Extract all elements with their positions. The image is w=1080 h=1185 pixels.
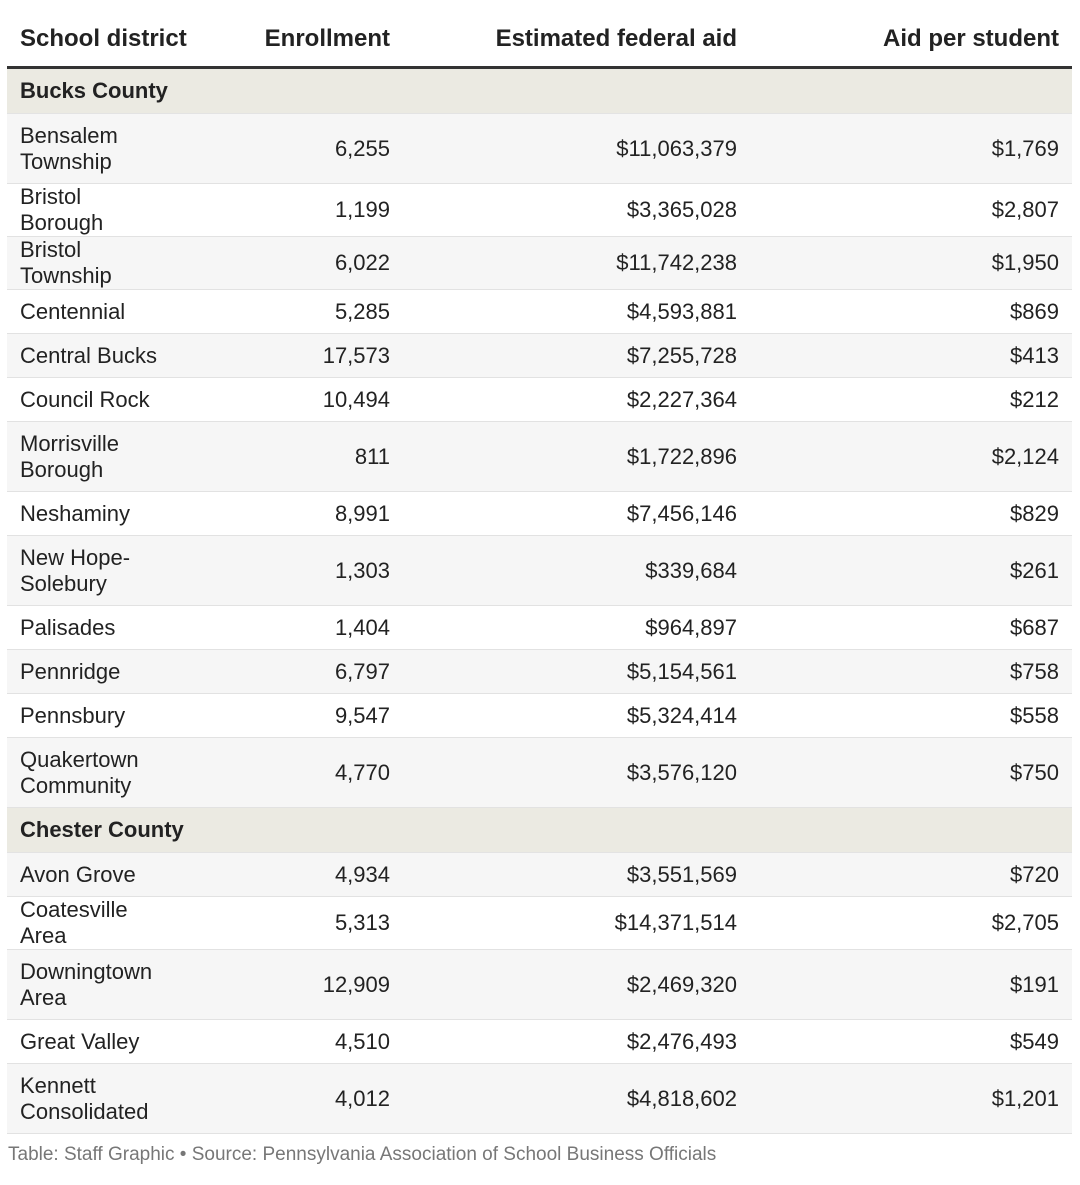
district-name-cell: Palisades <box>7 606 229 650</box>
federal-aid-cell: $7,255,728 <box>403 334 750 378</box>
federal-aid-cell: $4,818,602 <box>403 1064 750 1134</box>
aid-table-container <box>7 12 1072 1134</box>
table-row <box>7 1020 1072 1064</box>
aid-per-student-cell: $869 <box>750 290 1072 334</box>
district-name-cell: Central Bucks <box>7 334 229 378</box>
district-name-cell: Centennial <box>7 290 229 334</box>
aid-per-student-cell: $720 <box>750 853 1072 897</box>
table-row <box>7 536 1072 606</box>
county-group-row <box>7 808 1072 853</box>
table-row <box>7 422 1072 492</box>
federal-aid-table <box>7 12 1072 1134</box>
aid-per-student-cell: $687 <box>750 606 1072 650</box>
federal-aid-cell: $14,371,514 <box>403 897 750 950</box>
aid-per-student-cell: $2,705 <box>750 897 1072 950</box>
aid-per-student-cell: $1,769 <box>750 114 1072 184</box>
enrollment-cell: 6,022 <box>229 237 403 290</box>
district-name-cell: Downingtown Area <box>7 950 229 1020</box>
table-row <box>7 606 1072 650</box>
enrollment-cell: 811 <box>229 422 403 492</box>
federal-aid-cell: $2,469,320 <box>403 950 750 1020</box>
federal-aid-cell: $2,476,493 <box>403 1020 750 1064</box>
aid-per-student-cell: $1,950 <box>750 237 1072 290</box>
federal-aid-cell: $339,684 <box>403 536 750 606</box>
table-row <box>7 492 1072 536</box>
aid-per-student-cell: $191 <box>750 950 1072 1020</box>
table-row <box>7 897 1072 950</box>
aid-per-student-cell: $829 <box>750 492 1072 536</box>
enrollment-cell: 6,797 <box>229 650 403 694</box>
federal-aid-cell: $964,897 <box>403 606 750 650</box>
aid-per-student-cell: $261 <box>750 536 1072 606</box>
table-row <box>7 114 1072 184</box>
enrollment-cell: 1,199 <box>229 184 403 237</box>
table-row <box>7 378 1072 422</box>
enrollment-cell: 5,313 <box>229 897 403 950</box>
federal-aid-cell: $3,576,120 <box>403 738 750 808</box>
federal-aid-cell: $2,227,364 <box>403 378 750 422</box>
enrollment-cell: 4,770 <box>229 738 403 808</box>
federal-aid-cell: $5,324,414 <box>403 694 750 738</box>
district-name-cell: Quakertown Community <box>7 738 229 808</box>
table-header-row <box>7 12 1072 68</box>
district-name-cell: Bensalem Township <box>7 114 229 184</box>
table-row <box>7 184 1072 237</box>
table-row <box>7 334 1072 378</box>
federal-aid-cell: $11,063,379 <box>403 114 750 184</box>
county-group-label: Chester County <box>7 808 1072 853</box>
federal-aid-cell: $3,551,569 <box>403 853 750 897</box>
table-row <box>7 738 1072 808</box>
table-row <box>7 290 1072 334</box>
aid-per-student-cell: $413 <box>750 334 1072 378</box>
federal-aid-cell: $4,593,881 <box>403 290 750 334</box>
federal-aid-cell: $3,365,028 <box>403 184 750 237</box>
table-row <box>7 237 1072 290</box>
table-row <box>7 1064 1072 1134</box>
column-header-aid-per-student[interactable]: Aid per student <box>750 12 1072 68</box>
county-group-row <box>7 68 1072 114</box>
table-row <box>7 950 1072 1020</box>
table-body <box>7 68 1072 1134</box>
enrollment-cell: 6,255 <box>229 114 403 184</box>
enrollment-cell: 4,012 <box>229 1064 403 1134</box>
federal-aid-cell: $7,456,146 <box>403 492 750 536</box>
aid-per-student-cell: $2,807 <box>750 184 1072 237</box>
district-name-cell: Bristol Borough <box>7 184 229 237</box>
table-row <box>7 650 1072 694</box>
federal-aid-cell: $11,742,238 <box>403 237 750 290</box>
table-row <box>7 853 1072 897</box>
table-row <box>7 694 1072 738</box>
district-name-cell: Pennridge <box>7 650 229 694</box>
district-name-cell: Coatesville Area <box>7 897 229 950</box>
aid-per-student-cell: $2,124 <box>750 422 1072 492</box>
enrollment-cell: 5,285 <box>229 290 403 334</box>
aid-per-student-cell: $758 <box>750 650 1072 694</box>
district-name-cell: Pennsbury <box>7 694 229 738</box>
federal-aid-cell: $5,154,561 <box>403 650 750 694</box>
district-name-cell: Council Rock <box>7 378 229 422</box>
district-name-cell: Avon Grove <box>7 853 229 897</box>
column-header-enrollment[interactable]: Enrollment <box>229 12 403 68</box>
enrollment-cell: 17,573 <box>229 334 403 378</box>
district-name-cell: Great Valley <box>7 1020 229 1064</box>
aid-per-student-cell: $212 <box>750 378 1072 422</box>
aid-per-student-cell: $558 <box>750 694 1072 738</box>
enrollment-cell: 8,991 <box>229 492 403 536</box>
aid-per-student-cell: $1,201 <box>750 1064 1072 1134</box>
district-name-cell: Morrisville Borough <box>7 422 229 492</box>
enrollment-cell: 9,547 <box>229 694 403 738</box>
district-name-cell: Kennett Consolidated <box>7 1064 229 1134</box>
aid-per-student-cell: $750 <box>750 738 1072 808</box>
district-name-cell: Neshaminy <box>7 492 229 536</box>
enrollment-cell: 12,909 <box>229 950 403 1020</box>
federal-aid-cell: $1,722,896 <box>403 422 750 492</box>
enrollment-cell: 1,404 <box>229 606 403 650</box>
enrollment-cell: 10,494 <box>229 378 403 422</box>
enrollment-cell: 4,510 <box>229 1020 403 1064</box>
county-group-label: Bucks County <box>7 68 1072 114</box>
column-header-federal-aid[interactable]: Estimated federal aid <box>403 12 750 68</box>
enrollment-cell: 4,934 <box>229 853 403 897</box>
aid-per-student-cell: $549 <box>750 1020 1072 1064</box>
district-name-cell: New Hope-Solebury <box>7 536 229 606</box>
enrollment-cell: 1,303 <box>229 536 403 606</box>
table-source-footer: Table: Staff Graphic • Source: Pennsylvania Association of School Business Officials <box>8 1144 717 1165</box>
column-header-district[interactable]: School district <box>7 12 229 68</box>
district-name-cell: Bristol Township <box>7 237 229 290</box>
